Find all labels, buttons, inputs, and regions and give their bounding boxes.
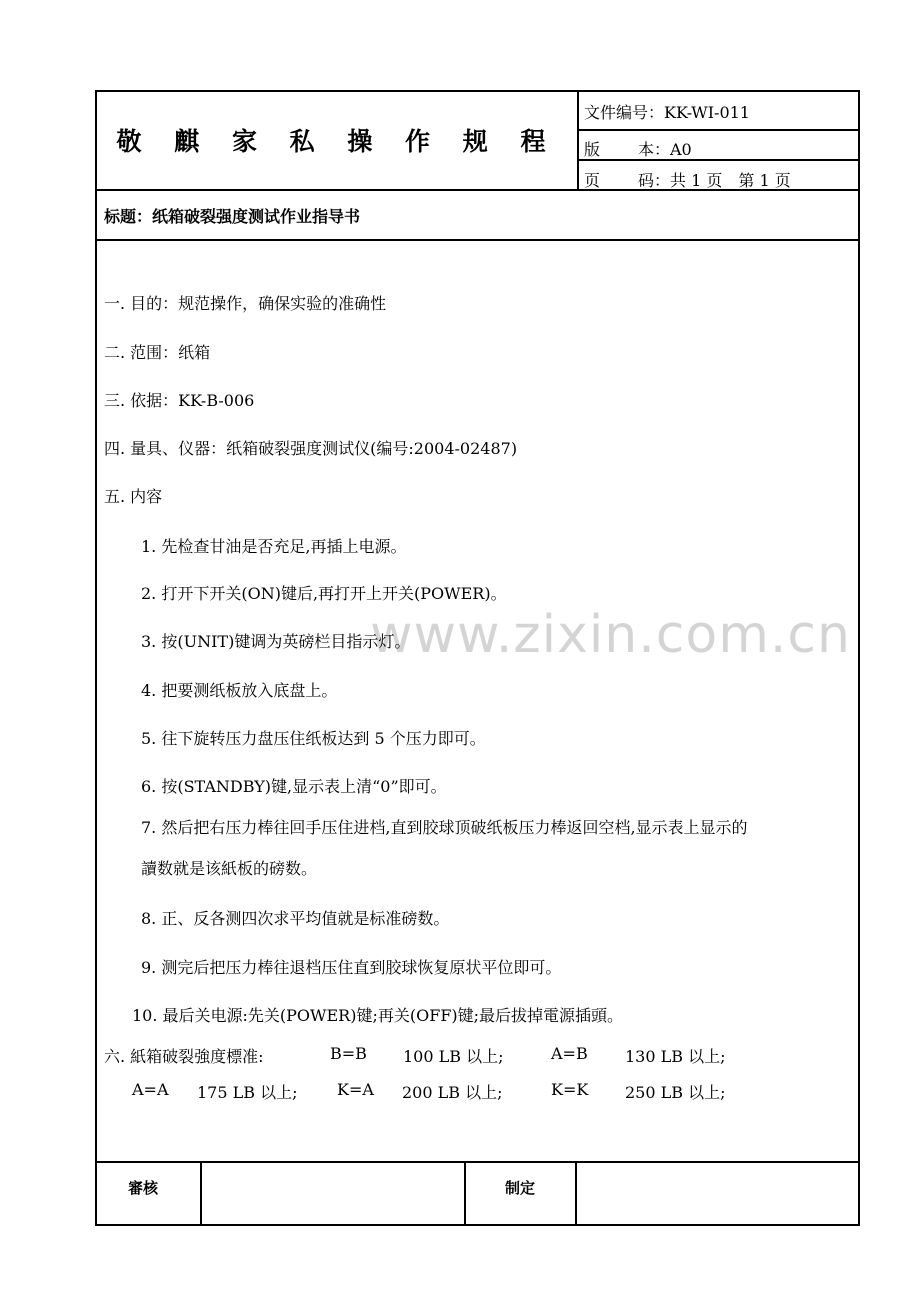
standard-grade: B=B	[330, 1044, 367, 1063]
standard-grade: A=B	[551, 1044, 588, 1063]
approve-label: 制定	[505, 1179, 536, 1197]
step-7-continued: 讀数就是该紙板的磅数。	[141, 859, 318, 878]
section-basis: 三. 依据：KK-B-006	[104, 391, 255, 410]
header-divider-row2	[577, 159, 860, 161]
standards-heading: 六. 紙箱破裂強度標准:	[104, 1047, 264, 1066]
standard-value: 100 LB 以上;	[403, 1047, 504, 1066]
step-8: 8. 正、反各测四次求平均值就是标准磅数。	[141, 909, 450, 928]
step-10: 10. 最后关电源:先关(POWER)键;再关(OFF)键;最后拔掉電源插頭。	[132, 1006, 624, 1025]
standard-value: 130 LB 以上;	[625, 1047, 726, 1066]
step-1: 1. 先检查甘油是否充足,再插上电源。	[141, 537, 407, 556]
standard-value: 175 LB 以上;	[197, 1083, 298, 1102]
watermark: www.zixin.com.cn	[370, 605, 851, 665]
section-purpose: 一. 目的：规范操作，确保实验的准确性	[104, 294, 387, 313]
step-9: 9. 测完后把压力棒往退档压住直到胶球恢复原状平位即可。	[141, 958, 562, 977]
signoff-top-line	[95, 1161, 860, 1163]
document-subject: 标题：纸箱破裂强度测试作业指导书	[104, 207, 361, 226]
signoff-divider-1	[200, 1161, 202, 1226]
review-label: 審核	[128, 1179, 159, 1197]
version-label: 版	[584, 140, 601, 159]
signoff-divider-2	[464, 1161, 466, 1226]
page-label: 页	[584, 171, 601, 190]
standard-grade: A=A	[132, 1080, 169, 1099]
step-6: 6. 按(STANDBY)键,显示表上清“0”即可。	[141, 777, 447, 796]
page-value: 码：共 1 页 第 1 页	[638, 171, 791, 190]
step-3: 3. 按(UNIT)键调为英磅栏目指示灯。	[141, 632, 411, 651]
company-title: 敬 麒 家 私 操 作 规 程	[116, 127, 558, 156]
section-content: 五. 内容	[104, 487, 163, 506]
step-7: 7. 然后把右压力棒往回手压住进档,直到胶球顶破纸板压力棒返回空档,显示表上显示的	[141, 818, 748, 837]
subject-bottom-line	[95, 239, 860, 241]
version-value: 本：A0	[638, 140, 692, 159]
section-scope: 二. 范围：纸箱	[104, 343, 211, 362]
standard-value: 250 LB 以上;	[625, 1083, 726, 1102]
step-2: 2. 打开下开关(ON)键后,再打开上开关(POWER)。	[141, 584, 507, 603]
step-4: 4. 把要测纸板放入底盘上。	[141, 681, 338, 700]
standard-grade: K=A	[337, 1080, 374, 1099]
doc-number: 文件编号：KK-WI-011	[584, 103, 750, 122]
section-instruments: 四. 量具、仪器：纸箱破裂强度测试仪(编号:2004-02487)	[104, 439, 518, 458]
standard-value: 200 LB 以上;	[402, 1083, 503, 1102]
step-5: 5. 往下旋转压力盘压住纸板达到 5 个压力即可。	[141, 729, 486, 748]
operation-procedure-document	[95, 90, 860, 1226]
standard-grade: K=K	[551, 1080, 589, 1099]
signoff-divider-3	[575, 1161, 577, 1226]
header-divider-row1	[577, 129, 860, 131]
